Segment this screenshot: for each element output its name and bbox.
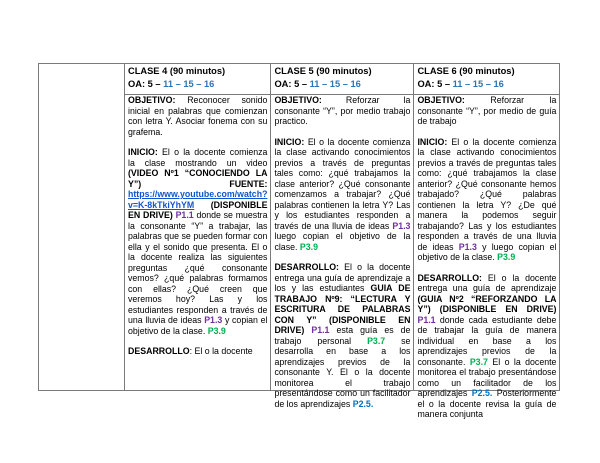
clase-4-oa: OA: 5 – 11 – 15 – 16 xyxy=(128,79,215,89)
clase-4-objetivo: OBJETIVO: Reconocer sonido inicial en palabras que comienzan con letra Y. Asociar fonema con su grafema. xyxy=(128,95,268,137)
clase-4-inicio: INICIO: El o la docente comienza la clase mostrando un video (VIDEO Nº1 “CONOCIENDO LA Y”) FUENTE: https://www.youtube.com/watch?v=K-8kTkiYhYM (DISPONIBLE EN DRIVE) P1.1 donde se muestra la consonante “Y” a trabajar, las palabras que se pueden formar con ella y el sonido que presenta. El o la docente realiza las siguientes preguntas ¿qué consonante vemos? ¿qué palabras formamos con ellas? ¿Qué creen que veremos hoy? Las y los estudiantes responden a través de una lluvia de ideas P1.3 y copian el objetivo de la clase. P3.9 xyxy=(128,147,268,336)
clase-5-desarrollo: DESARROLLO: El o la docente entrega una guía de aprendizaje a los y las estudiantes GUIA DE TRABAJO Nº9: “LECTURA Y ESCRITURA DE PALABRAS CON Y” (DISPONIBLE EN DRIVE) P1.1 esta guía es de trabajo personal P3.7 se desarrolla en base a los aprendizajes previos de la consonante Y. El o la docente monitorea el trabajo presentándose como un facilitador de los aprendizajes P2.5. xyxy=(274,262,411,409)
clase-5-oa: OA: 5 – 11 – 15 – 16 xyxy=(274,79,361,89)
clase-4-body xyxy=(125,95,271,391)
clase-4-title: CLASE 4 (90 minutos) xyxy=(128,66,226,76)
clase-5-objetivo: OBJETIVO: Reforzar la consonante “Y”, por medio trabajo practico. xyxy=(274,95,411,126)
video-link[interactable]: https://www.youtube.com/watch?v=K-8kTkiYhYM xyxy=(128,189,268,210)
lesson-plan-table xyxy=(38,63,560,419)
clase-6-oa: OA: 5 – 11 – 15 – 16 xyxy=(417,79,504,89)
clase-6-header xyxy=(414,64,560,95)
clase-6-title: CLASE 6 (90 minutos) xyxy=(417,66,515,76)
empty-label-cell xyxy=(39,64,125,391)
clase-6-desarrollo: DESARROLLO: El o la docente entrega una guía de aprendizaje (GUIA Nº2 “REFORZANDO LA Y”) (DISPONIBLE EN DRIVE) P1.1 donde cada estudiante debe de trabajar la guía de manera individual en base a los aprendizajes previos de la consonante. P3.7 El o la docente monitorea el trabajo presentándose como un facilitador de los aprendizajes P2.5. Posteriormente el o la docente revisa la guía de manera conjunta xyxy=(417,272,557,419)
clase-5-inicio: INICIO: El o la docente comienza la clase activando conocimientos previos a través de preguntas tales como: ¿qué trabajamos la clase anterior? ¿Qué consonante comenzamos a trabajar? ¿Qué palabras contienen la letra Y? Las y los estudiantes responden a través de una lluvia de ideas P1.3 luego copian el objetivo de la clase. P3.9 xyxy=(274,136,411,252)
clase-5-title: CLASE 5 (90 minutos) xyxy=(274,66,372,76)
clase-6-objetivo: OBJETIVO: Reforzar la consonante “Y”, por medio de guía de trabajo xyxy=(417,95,557,126)
clase-6-body xyxy=(414,95,560,419)
clase-5-header xyxy=(271,64,414,95)
clase-6-inicio: INICIO: El o la docente comienza la clase activando conocimientos previos a través de preguntas tales como: ¿qué trabajamos la clase anterior? ¿Qué consonante hemos trabajado? ¿Qué palabras contienen la letra Y? ¿De qué manera la podemos seguir trabajando? Las y los estudiantes responden a través de una lluvia de ideas P1.3 y luego copian el objetivo de la clase. P3.9 xyxy=(417,136,557,262)
clase-5-body xyxy=(271,95,414,409)
clase-4-desarrollo: DESARROLLO: El o la docente xyxy=(128,346,253,356)
clase-4-header xyxy=(125,64,271,95)
